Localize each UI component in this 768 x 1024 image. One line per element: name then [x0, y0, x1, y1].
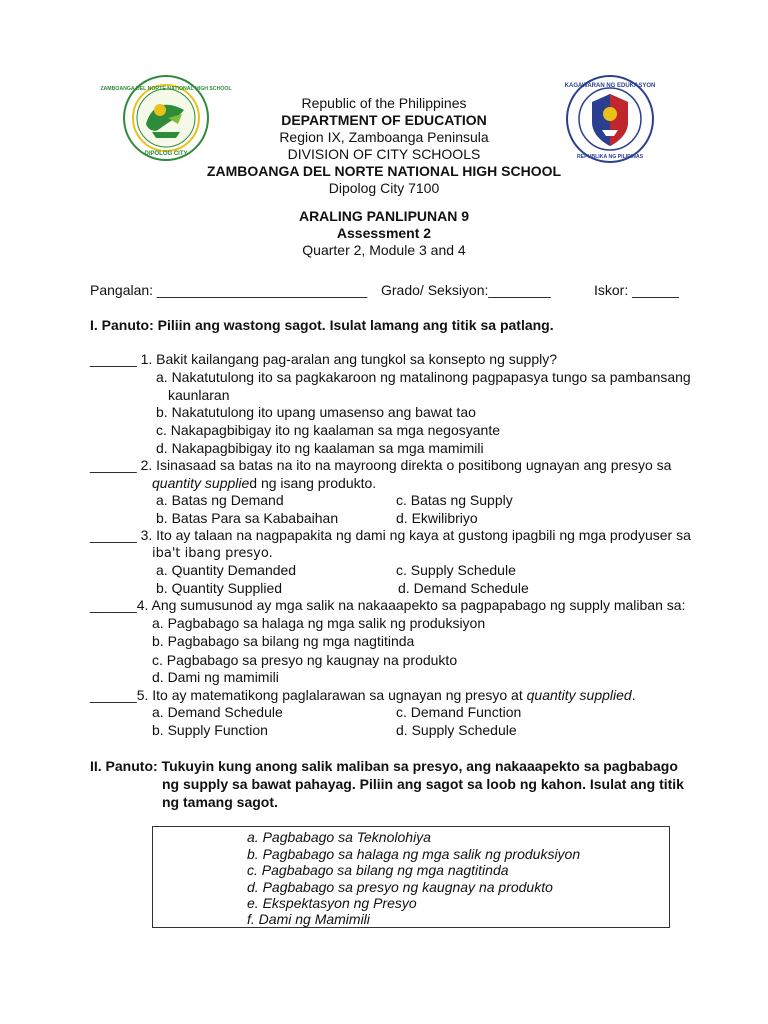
right-logo-text-bottom: REPUBLIKA NG PILIPINAS [576, 154, 644, 160]
q2-option-a: a. Batas ng Demand [156, 492, 284, 508]
left-logo-text-top: ZAMBOANGA DEL NORTE NATIONAL HIGH SCHOOL [100, 86, 232, 92]
school-name: ZAMBOANGA DEL NORTE NATIONAL HIGH SCHOOL [206, 163, 562, 179]
subject-title: ARALING PANLIPUNAN 9 [298, 208, 470, 224]
question-3-stem: ______ 3. Ito ay talaan na nagpapakita ng dami ng kaya at gustong ipagbili ng mga prodyuser sa [90, 527, 691, 543]
question-2-stem-cont [152, 475, 376, 493]
part2-instruction-line1: II. Panuto: Tukuyin kung anong salik maliban sa presyo, ang nakaaapekto sa pagbabago [90, 758, 678, 774]
part2-instruction-line3: ng tamang sagot. [162, 794, 278, 810]
part2-instruction-line2: ng supply sa bawat pahayag. Piliin ang sagot sa loob ng kahon. Isulat ang titik [162, 776, 684, 792]
q1-option-a: a. Nakatutulong ito sa pagkakaroon ng matalinong pagpapasya tungo sa pambansang [156, 369, 691, 385]
q5-option-d: d. Supply Schedule [396, 722, 517, 738]
choice-f: f. Dami ng Mamimili [247, 911, 370, 927]
right-logo-text-top: KAGAWARAN NG EDUKASYON [564, 83, 656, 89]
republic-line: Republic of the Philippines [301, 95, 467, 111]
question-4-stem: ______4. Ang sumusunod ay mga salik na nakaaapekto sa pagpapabago ng supply maliban sa: [90, 597, 686, 613]
q2-option-b: b. Batas Para sa Kababaihan [156, 510, 339, 526]
question-1-stem: ______ 1. Bakit kailangang pag-aralan ang tungkol sa konsepto ng supply? [90, 351, 558, 367]
score-field-label: Iskor: ______ [594, 282, 679, 298]
assessment-title: Assessment 2 [336, 225, 432, 241]
letterhead [0, 95, 768, 197]
city-line: Dipolog City 7100 [328, 180, 440, 196]
quarter-line: Quarter 2, Module 3 and 4 [302, 242, 466, 258]
choice-e: e. Ekspektasyon ng Presyo [247, 895, 417, 911]
q5-option-b: b. Supply Function [152, 722, 268, 738]
part1-instruction: I. Panuto: Piliin ang wastong sagot. Isulat lamang ang titik sa patlang. [90, 317, 554, 333]
q5-stem-text: ______5. Ito ay matematikong paglalarawan sa ugnayan ng presyo at [90, 687, 527, 703]
q3-option-d: d. Demand Schedule [398, 580, 529, 596]
region-line: Region IX, Zamboanga Peninsula [279, 129, 489, 145]
grade-section-field-label: Grado/ Seksiyon:________ [381, 282, 551, 298]
left-logo-text-bottom: DIPOLOG CITY [144, 151, 188, 157]
q5-option-a: a. Demand Schedule [152, 704, 283, 720]
q5-italic-term: quantity supplied [526, 687, 632, 703]
q5-option-c: c. Demand Function [396, 704, 522, 720]
question-3-stem-cont: iba't ibang presyo. [152, 546, 273, 561]
q3-option-c: c. Supply Schedule [396, 562, 516, 578]
assessment-title-block [0, 208, 768, 259]
choice-b: b. Pagbabago sa halaga ng mga salik ng produksiyon [247, 845, 581, 862]
q4-option-d: d. Dami ng mamimili [152, 669, 279, 685]
q2-option-d: d. Ekwilibriyo [396, 510, 478, 526]
q3-option-a: a. Quantity Demanded [156, 562, 297, 578]
choice-c: c. Pagbabago sa bilang ng mga nagtitinda [247, 862, 509, 878]
choice-d: d. Pagbabago sa presyo ng kaugnay na produkto [247, 878, 553, 895]
choices-box [152, 826, 670, 928]
q4-option-b: b. Pagbabago sa bilang ng mga nagtitinda [152, 633, 415, 649]
q2-option-c: c. Batas ng Supply [396, 492, 513, 508]
question-5-stem [90, 687, 636, 705]
q3-option-b: b. Quantity Supplied [156, 580, 283, 596]
q2-stem-rest: d ng isang produkto. [249, 475, 377, 491]
q2-italic-term: quantity supplie [152, 475, 250, 491]
q4-option-a: a. Pagbabago sa halaga ng mga salik ng produksiyon [152, 615, 486, 631]
name-field-label: Pangalan: ___________________________ [90, 282, 368, 298]
choice-a: a. Pagbabago sa Teknolohiya [247, 829, 431, 845]
q1-option-b: b. Nakatutulong ito upang umasenso ang bawat tao [156, 404, 476, 420]
q1-option-c: c. Nakapagbibigay ito ng kaalaman sa mga negosyante [156, 422, 500, 438]
q4-option-c: c. Pagbabago sa presyo ng kaugnay na produkto [152, 652, 458, 668]
division-line: DIVISION OF CITY SCHOOLS [287, 146, 481, 162]
question-2-stem: ______ 2. Isinasaad sa batas na ito na mayroong direkta o positibong ugnayan ang presyo sa [90, 457, 672, 473]
department-line: DEPARTMENT OF EDUCATION [281, 112, 487, 128]
q5-stem-end: . [631, 687, 636, 703]
q1-option-a-cont: kaunlaran [168, 387, 230, 403]
q1-option-d: d. Nakapagbibigay ito ng kaalaman sa mga mamimili [156, 440, 484, 456]
